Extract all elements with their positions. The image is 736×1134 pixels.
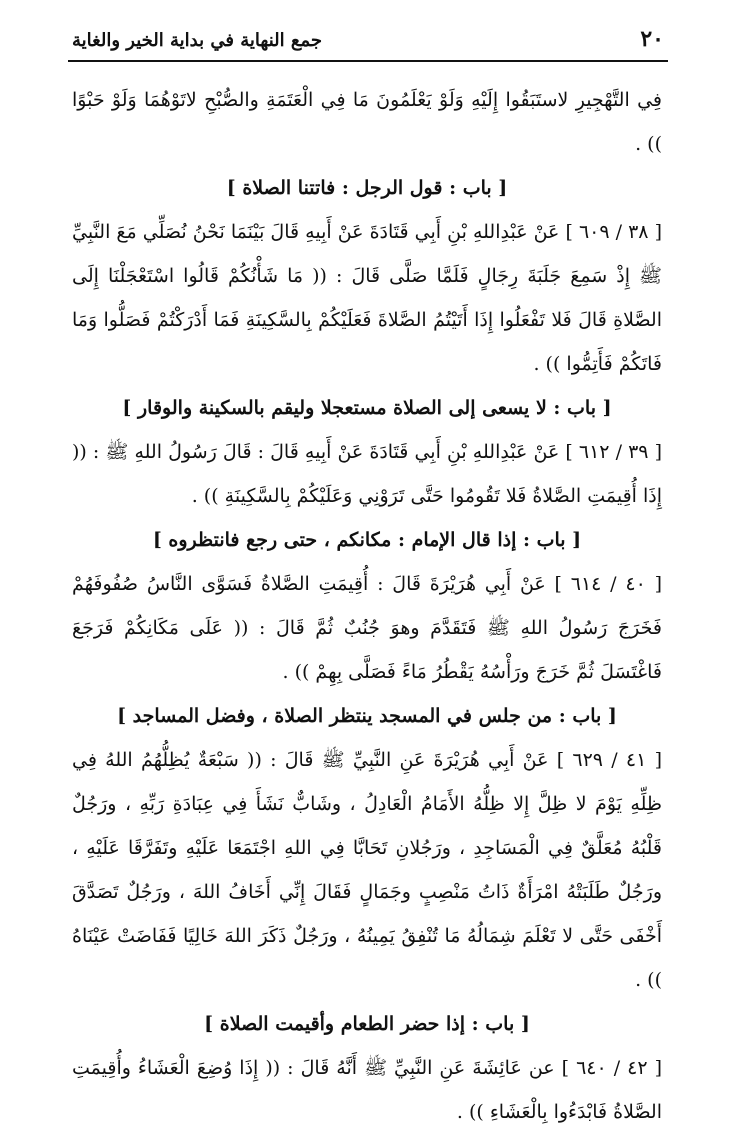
hadith-continuation: فِي التَّهْجِيرِ لاستَبَقُوا إِلَيْهِ وَلَوْ يَعْلَمُونَ مَا فِي الْعَتَمَةِ والصُّبْحِ لاتَوْهُمَا وَلَوْ حَبْوًا )) . — [72, 89, 662, 155]
chapter-heading: [ باب : من جلس في المسجد ينتظر الصلاة ، وفضل المساجد ] — [117, 705, 617, 727]
chapter-heading: [ باب : قول الرجل : فاتتنا الصلاة ] — [226, 177, 508, 199]
page-header — [68, 22, 668, 62]
page-content — [72, 78, 662, 1134]
running-title: جمع النهاية في بداية الخير والغاية — [72, 30, 323, 51]
chapter-heading: [ باب : إذا قال الإمام : مكانكم ، حتى رجع فانتظروه ] — [152, 529, 582, 551]
hadith-paragraph: [ ٣٩ / ٦١٢ ] عَنْ عَبْدِاللهِ بْنِ أَبِي قَتَادَةَ عَنْ أَبِيهِ قَالَ : قَالَ رَسُولُ اللهِ ﷺ : (( إِذَا أُقِيمَتِ الصَّلاةُ فَلا تَقُومُوا حَتَّى تَرَوْنِي وَعَلَيْكُمْ بِالسَّكِينَةِ )) . — [72, 441, 663, 507]
hadith-paragraph: [ ٤١ / ٦٢٩ ] عَنْ أَبِي هُرَيْرَةَ عَنِ النَّبِيِّ ﷺ قَالَ : (( سَبْعَةٌ يُظِلُّهُمُ اللهُ فِي ظِلِّهِ يَوْمَ لا ظِلَّ إِلا ظِلُّهُ الأَمَامُ الْعَادِلُ ، وشَابٌّ نَشَأَ فِي عِبَادَةِ رَبِّهِ ، ورَجُلٌ قَلْبُهُ مُعَلَّقٌ فِي الْمَسَاجِدِ ، ورَجُلانِ تَحَابَّا فِي اللهِ اجْتَمَعَا عَلَيْهِ وتَفَرَّقَا عَلَيْهِ ، ورَجُلٌ طَلَبَتْهُ امْرَأَةٌ ذَاتُ مَنْصِبٍ وجَمَالٍ فَقَالَ إِنِّي أَخَافُ اللهَ ، ورَجُلٌ تَصَدَّقَ أَخْفَى حَتَّى لا تَعْلَمَ شِمَالُهُ مَا تُنْفِقُ يَمِينُهُ ، ورَجُلٌ ذَكَرَ اللهَ خَالِيًا فَفَاضَتْ عَيْنَاهُ )) . — [72, 749, 663, 991]
hadith-paragraph: [ ٣٨ / ٦٠٩ ] عَنْ عَبْدِاللهِ بْنِ أَبِي قَتَادَةَ عَنْ أَبِيهِ قَالَ بَيْنَمَا نَحْنُ نُصَلِّي مَعَ النَّبِيِّ ﷺ إِذْ سَمِعَ جَلَبَةَ رِجَالٍ فَلَمَّا صَلَّى قَالَ : (( مَا شَأْنُكُمْ قَالُوا اسْتَعْجَلْنَا إِلَى الصَّلاةِ قَالَ فَلا تَفْعَلُوا إِذَا أَتَيْتُمُ الصَّلاةَ فَعَلَيْكُمْ بِالسَّكِينَةِ فَمَا أَدْرَكْتُمْ فَصَلُّوا وَمَا فَاتَكُمْ فَأَتِمُّوا )) . — [72, 221, 662, 375]
hadith-paragraph: [ ٤٠ / ٦١٤ ] عَنْ أَبِي هُرَيْرَةَ قَالَ : أُقِيمَتِ الصَّلاةُ فَسَوَّى النَّاسُ صُفُوفَهُمْ فَخَرَجَ رَسُولُ اللهِ ﷺ فَتَقَدَّمَ وهوَ جُنُبٌ ثُمَّ قَالَ : (( عَلَى مَكَانِكُمْ فَرَجَعَ فَاغْتَسَلَ ثُمَّ خَرَجَ ورَأْسُهُ يَقْطُرُ مَاءً فَصَلَّى بِهِمْ )) . — [72, 573, 663, 683]
chapter-heading: [ باب : لا يسعى إلى الصلاة مستعجلا وليقم بالسكينة والوقار ] — [122, 397, 612, 419]
hadith-paragraph: [ ٤٢ / ٦٤٠ ] عن عَائِشَةَ عَنِ النَّبِيِّ ﷺ أَنَّهُ قَالَ : (( إِذَا وُضِعَ الْعَشَاءُ وأُقِيمَتِ الصَّلاةُ فَابْدَءُوا بِالْعَشَاءِ )) . — [72, 1057, 663, 1123]
page-number: ٢٠ — [640, 26, 664, 52]
chapter-heading: [ باب : إذا حضر الطعام وأقيمت الصلاة ] — [204, 1013, 530, 1035]
